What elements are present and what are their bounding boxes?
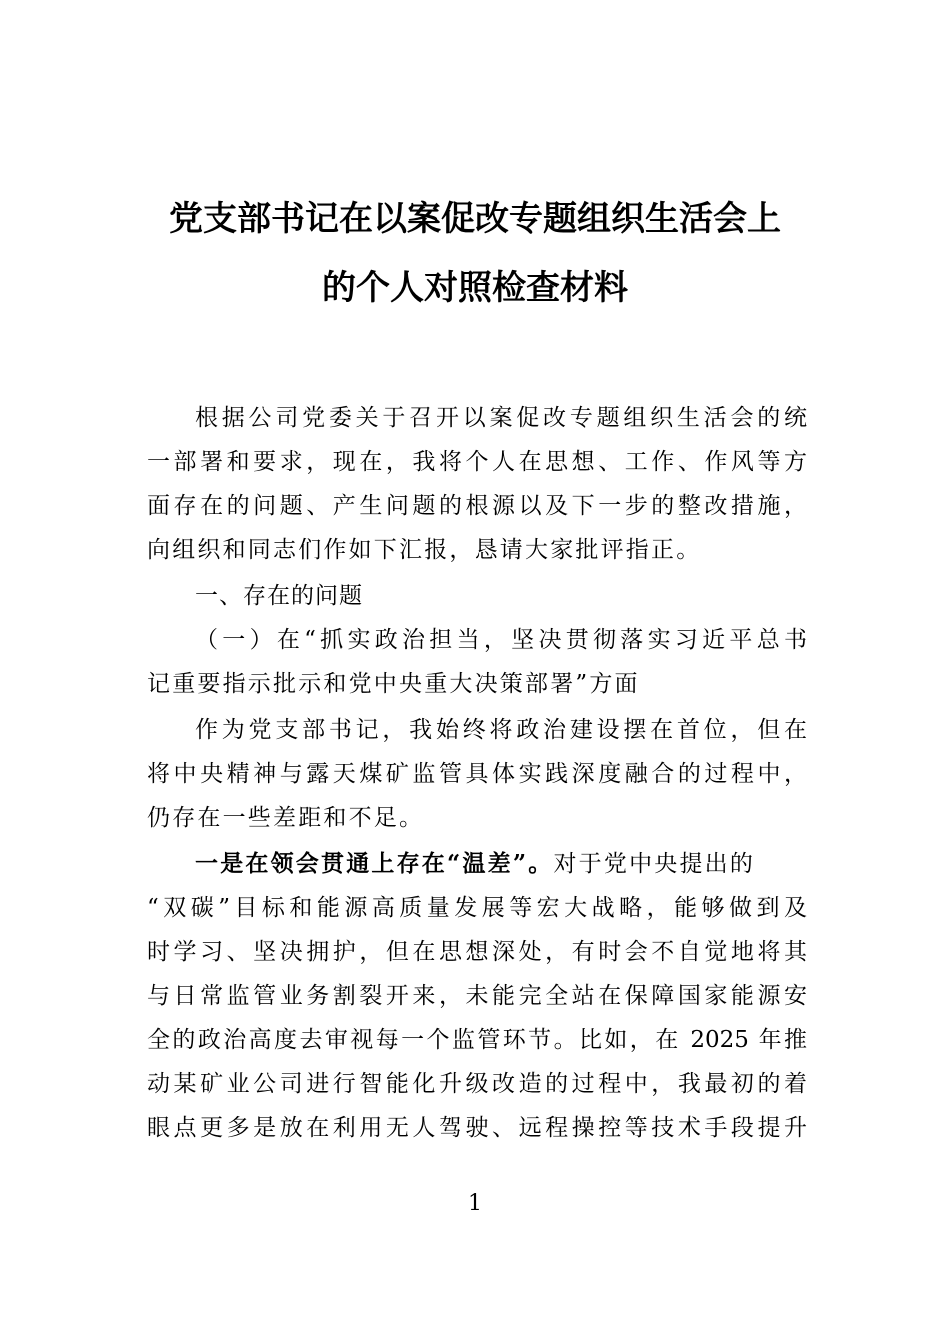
para2-line-4: 与日常监管业务割裂开来，未能完全站在保障国家能源安 [147, 983, 807, 1009]
para2-line-7: 眼点更多是放在利用无人驾驶、远程操控等技术手段提升 [147, 1115, 807, 1141]
intro-line-1: 根据公司党委关于召开以案促改专题组织生活会的统 [195, 405, 807, 431]
para2-line-1 [195, 849, 807, 879]
section-heading: 一、存在的问题 [195, 583, 363, 609]
para2-lead-bold: 一是在领会贯通上存在“温差”。 [195, 850, 554, 877]
para1-line-2: 将中央精神与露天煤矿监管具体实践深度融合的过程中， [147, 761, 807, 787]
intro-line-4: 向组织和同志们作如下汇报，恳请大家批评指正。 [147, 537, 702, 563]
subsection-line-2: 记重要指示批示和党中央重大决策部署”方面 [147, 671, 640, 697]
subsection-line-1: （一）在“抓实政治担当，坚决贯彻落实习近平总书 [195, 627, 807, 653]
para1-line-1: 作为党支部书记，我始终将政治建设摆在首位，但在 [195, 717, 807, 743]
para2-line-5: 全的政治高度去审视每一个监管环节。比如，在 2025 年推 [147, 1027, 807, 1053]
para2-lead-rest: 对于党中央提出的 [553, 851, 756, 877]
para2-line-2: “双碳”目标和能源高质量发展等宏大战略，能够做到及 [147, 895, 807, 921]
document-title-line-1: 党支部书记在以案促改专题组织生活会上 [169, 199, 781, 239]
para1-line-3: 仍存在一些差距和不足。 [147, 805, 425, 831]
intro-line-3: 面存在的问题、产生问题的根源以及下一步的整改措施， [147, 493, 807, 519]
para2-line-3: 时学习、坚决拥护，但在思想深处，有时会不自觉地将其 [147, 939, 807, 965]
intro-line-2: 一部署和要求，现在，我将个人在思想、工作、作风等方 [147, 449, 807, 475]
document-title-line-2: 的个人对照检查材料 [322, 268, 628, 308]
para2-line-6: 动某矿业公司进行智能化升级改造的过程中，我最初的着 [147, 1071, 807, 1097]
page-number: 1 [468, 1191, 482, 1216]
